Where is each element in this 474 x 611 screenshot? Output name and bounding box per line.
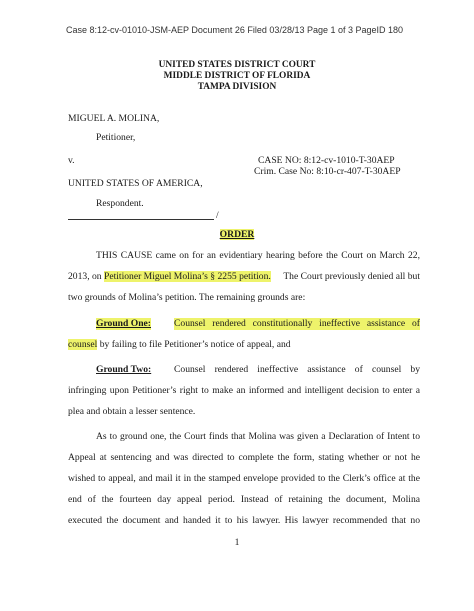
respondent-role: Respondent.: [96, 198, 144, 209]
p2-line3: wished to appeal, and mail it in the stamped envelope provided to the Clerk’s office at the: [68, 473, 420, 484]
p2-line2: Appeal at sentencing and was directed to complete the form, stating whether or not he: [68, 452, 420, 463]
ground-two-label: Ground Two:: [96, 364, 152, 375]
ground-two-line3: plea and obtain a lesser sentence.: [68, 406, 196, 417]
ground-one-line1: Counsel rendered constitutionally ineffective assistance of: [174, 318, 420, 329]
order-title-wrap: [0, 229, 474, 241]
ground-one-line2: [68, 339, 291, 351]
p2-line4: end of the fourteen day appeal period. Instead of retaining the document, Molina: [68, 494, 420, 505]
case-header: Case 8:12-cv-01010-JSM-AEP Document 26 Filed 03/28/13 Page 1 of 3 PageID 180: [66, 25, 404, 35]
petitioner-name: MIGUEL A. MOLINA,: [68, 113, 160, 124]
p1-line2: [68, 271, 420, 283]
ground-one-highlight-counsel: counsel: [68, 339, 98, 350]
p2-line5: executed the document and handed it to his lawyer. His lawyer recommended that no: [68, 515, 420, 526]
court-division: TAMPA DIVISION: [197, 82, 277, 92]
ground-one-label: Ground One:: [96, 318, 151, 329]
p1-line1: THIS CAUSE came on for an evidentiary hearing before the Court on March 22,: [96, 250, 420, 261]
versus: v.: [68, 155, 75, 166]
court-district: MIDDLE DISTRICT OF FLORIDA: [163, 71, 311, 81]
respondent-name: UNITED STATES OF AMERICA,: [68, 178, 203, 189]
ground-two-line1: Counsel rendered ineffective assistance of counsel by: [174, 364, 420, 375]
caption-slash: /: [216, 210, 219, 221]
court-name: UNITED STATES DISTRICT COURT: [158, 60, 316, 70]
p1-line2-post: The Court previously denied all but: [283, 271, 420, 282]
ground-one-line2-post: by failing to file Petitioner’s notice of appeal, and: [99, 339, 291, 350]
crim-case-number: Crim. Case No: 8:10-cr-407-T-30AEP: [254, 166, 401, 177]
page-number: 1: [234, 537, 240, 548]
ground-two-line2: infringing upon Petitioner’s right to make an informed and intelligent decision to enter a: [68, 385, 420, 396]
p1-line3: two grounds of Molina’s petition. The remaining grounds are:: [68, 292, 306, 303]
p2-line1: As to ground one, the Court finds that Molina was given a Declaration of Intent to: [96, 431, 420, 442]
p1-line2-pre: 2013, on: [68, 271, 102, 282]
signature-line: [68, 219, 214, 220]
petitioner-role: Petitioner,: [96, 132, 136, 143]
order-title: ORDER: [219, 229, 255, 240]
p1-highlight-petition: Petitioner Miguel Molina’s § 2255 petition.: [103, 271, 271, 282]
case-number: CASE NO: 8:12-cv-1010-T-30AEP: [258, 155, 395, 166]
